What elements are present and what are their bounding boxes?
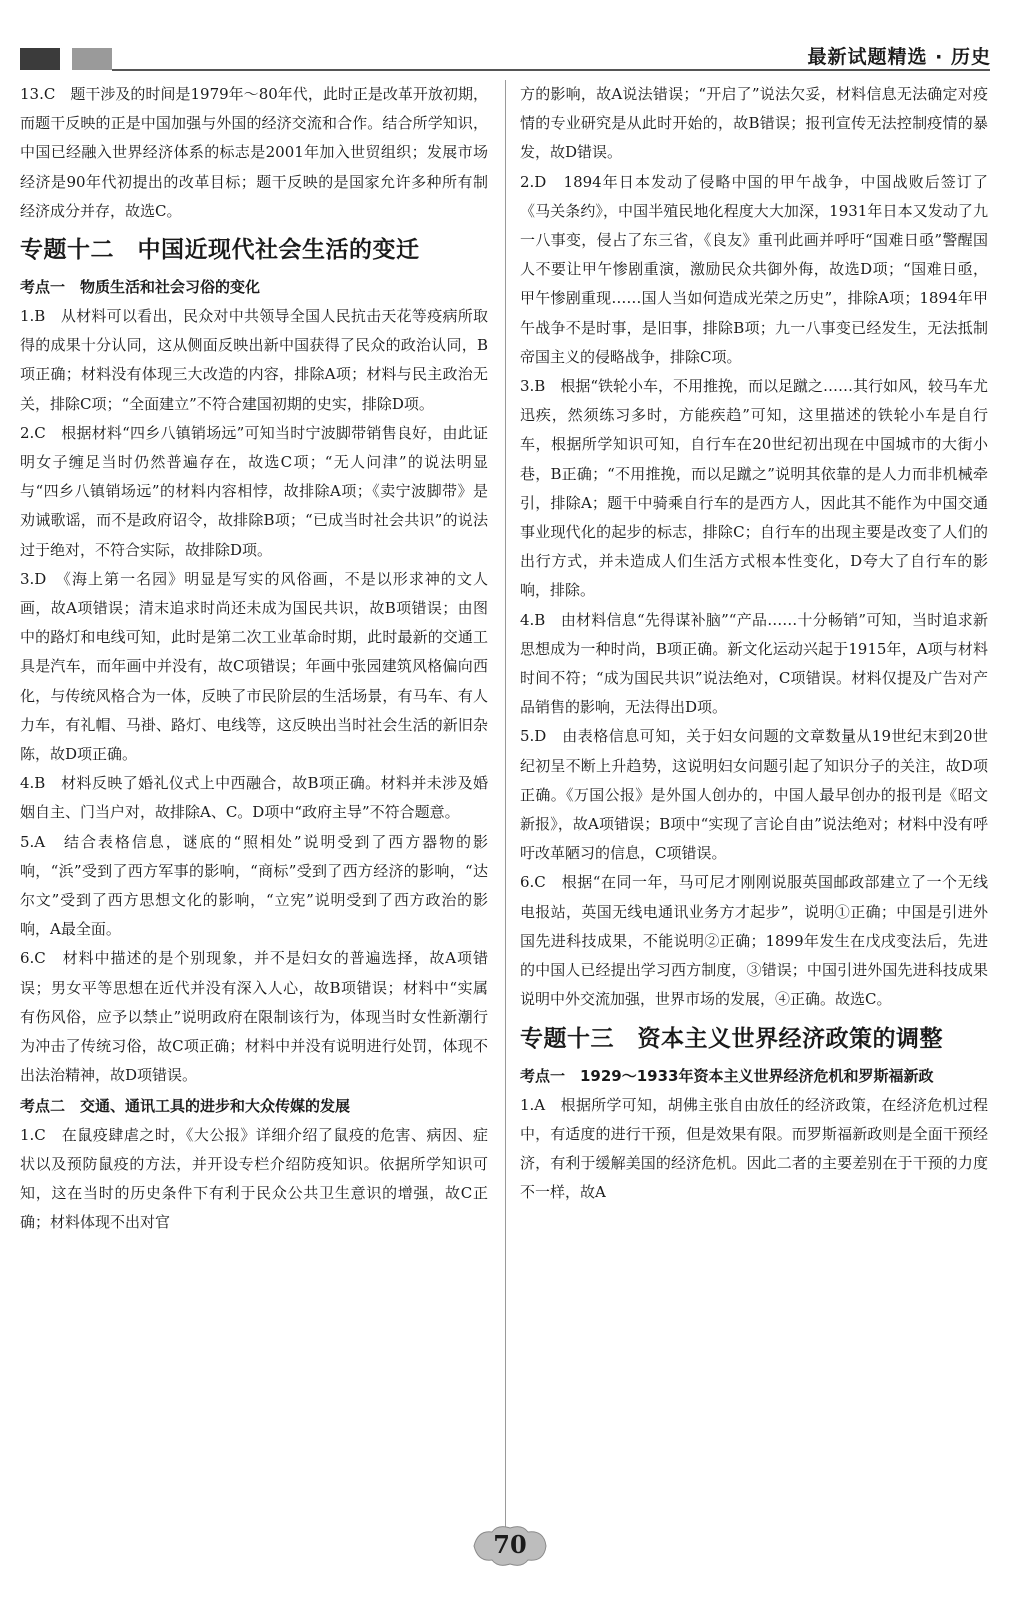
answer-c1: 1.A 根据所学可知，胡佛主张自由放任的经济政策，在经济危机过程中，有适度的进行干预，但是效果有限。而罗斯福新政则是全面干预经济，有利于缓解美国的经济危机。因此二者的主要差别在于干预的力度不一样，故A xyxy=(520,1095,988,1202)
page-header xyxy=(0,0,1031,80)
answer-b6: 6.C 根据“在同一年，马可尼才刚刚说服英国邮政部建立了一个无线电报站，英国无线电通讯业务方才起步”，说明①正确；中国是引进外国先进科技成果，不能说明②正确；1899年发生在戊戌变法后，先进的中国人已经提出学习西方制度，③错误；中国引进外国先进科技成果说明中外交流加强，世界市场的发展，④正确。故选C。 xyxy=(520,873,988,1009)
header-chevron xyxy=(60,46,72,72)
answer-b3: 3.B 根据“铁轮小车，不用推挽，而以足蹴之……其行如风，较马车尤迅疾，然须练习多时，方能疾趋”可知，这里描述的铁轮小车是自行车，根据所学知识可知，自行车在20世纪初出现在中国城市的大街小巷，B正确；“不用推挽，而以足蹴之”说明其依靠的是人力而非机械牵引，排除A；题干中骑乘自行车的是西方人，因此其不能作为中国交通事业现代化的起步的标志，排除C；自行车的出现主要是改变了人们的出行方式，并未造成人们生活方式根本性变化，D夸大了自行车的影响，排除。 xyxy=(520,377,989,600)
answer-b4: 4.B 由材料信息“先得谋补脑”“产品……十分畅销”可知，当时追求新思想成为一种时尚，B项正确。新文化运动兴起于1915年，A项与材料时间不符；“成为国民共识”说法绝对，C项错误。材料仅提及广告对产品销售的影响，无法得出D项。 xyxy=(520,610,988,717)
header-rule xyxy=(112,69,990,71)
answer-6: 6.C 材料中描述的是个别现象，并不是妇女的普遍选择，故A项错误；男女平等思想在近代并没有深入人心，故B项错误；材料中“实属有伤风俗，应予以禁止”说明政府在限制该行为，体现当时女性新潮行为冲击了传统习俗，故C项正确；材料中并没有说明进行处罚，体现不出法治精神，故D项错误。 xyxy=(20,949,488,1085)
header-title: 最新试题精选 · 历史 xyxy=(807,46,991,68)
topic-13-heading: 专题十三 资本主义世界经济政策的调整 xyxy=(520,1025,943,1052)
left-column xyxy=(20,80,488,1237)
answer-2: 2.C 根据材料“四乡八镇销场远”可知当时宁波脚带销售良好，由此证明女子缠足当时仍然普遍存在，故选C项；“无人问津”的说法明显与“四乡八镇销场远”的材料内容相悖，故排除A项；《卖宁波脚带》是劝诫歌谣，而不是政府诏令，故排除B项；“已成当时社会共识”的说法过于绝对，不符合实际，故排除D项。 xyxy=(20,423,488,559)
right-column xyxy=(520,80,988,1207)
answer-b1-start: 1.C 在鼠疫肆虐之时，《大公报》详细介绍了鼠疫的危害、病因、症状以及预防鼠疫的方法，并开设专栏介绍防疫知识。依据所学知识可知，这在当时的历史条件下有利于民众公共卫生意识的增强，故C正确；材料体现不出对官 xyxy=(20,1125,488,1232)
key-point-2-heading: 考点二 交通、通讯工具的进步和大众传媒的发展 xyxy=(20,1096,351,1115)
answer-13: 13.C 题干涉及的时间是1979年～80年代，此时正是改革开放初期，而题干反映的正是中国加强与外国的经济交流和合作。结合所学知识，中国已经融入世界经济体系的标志是2001年加入世贸组织；发展市场经济是90年代初提出的改革目标；题干反映的是国家允许多种所有制经济成分并存，故选C。 xyxy=(20,85,488,220)
page-number: 70 xyxy=(493,1530,527,1559)
page-number-badge xyxy=(468,1522,552,1570)
answer-b5: 5.D 由表格信息可知，关于妇女问题的文章数量从19世纪末到20世纪初呈不断上升趋势，这说明妇女问题引起了知识分子的关注，故D项正确。《万国公报》是外国人创办的，中国人最早创办的报刊是《昭文新报》，故A项错误；B项中“实现了言论自由”说法绝对；材料中没有呼吁改革陋习的信息，C项错误。 xyxy=(520,727,988,863)
topic-12-heading: 专题十二 中国近现代社会生活的变迁 xyxy=(20,237,420,264)
key-point-1-heading: 考点一 物质生活和社会习俗的变化 xyxy=(20,278,261,297)
header-dark-tab xyxy=(20,48,62,70)
answer-4: 4.B 材料反映了婚礼仪式上中西融合，故B项正确。材料并未涉及婚姻自主、门当户对，故排除A、C。D项中“政府主导”不符合题意。 xyxy=(20,774,488,822)
key-point-13-1-heading: 考点一 1929～1933年资本主义世界经济危机和罗斯福新政 xyxy=(520,1066,934,1085)
column-divider xyxy=(505,80,506,1530)
answer-1: 1.B 从材料可以看出，民众对中共领导全国人民抗击天花等疫病所取得的成果十分认同，这从侧面反映出新中国获得了民众的政治认同，B项正确；材料没有体现三大改造的内容，排除A项；材料与民主政治无关，排除C项；“全面建立”不符合建国初期的史实，排除D项。 xyxy=(20,307,488,413)
header-light-tab xyxy=(72,48,112,70)
answer-5: 5.A 结合表格信息，谜底的“照相处”说明受到了西方器物的影响，“浜”受到了西方军事的影响，“商标”受到了西方经济的影响，“达尔文”受到了西方思想文化的影响，“立宪”说明受到了西方政治的影响，A最全面。 xyxy=(20,832,488,939)
answer-b2: 2.D 1894年日本发动了侵略中国的甲午战争，中国战败后签订了《马关条约》，中国半殖民地化程度大大加深，1931年日本又发动了九一八事变，侵占了东三省，《良友》重刊此画并呼吁“国难日亟”警醒国人不要让甲午惨剧重演，激励民众共御外侮，故选D项；“国难日亟，甲午惨剧重现……国人当如何造成光荣之历史”，排除A项；1894年甲午战争不是时事，是旧事，排除B项；九一八事变已经发生，无法抵制帝国主义的侵略战争，排除C项。 xyxy=(520,172,988,366)
answer-b1-end: 方的影响，故A说法错误；“开启了”说法欠妥，材料信息无法确定对疫情的专业研究是从此时开始的，故B错误；报刊宣传无法控制疫情的暴发，故D错误。 xyxy=(520,85,988,162)
answer-3: 3.D 《海上第一名园》明显是写实的风俗画，不是以形求神的文人画，故A项错误；清末追求时尚还未成为国民共识，故B项错误；由图中的路灯和电线可知，此时是第二次工业革命时期，此时最新的交通工具是汽车，而年画中并没有，故C项错误；年画中张园建筑风格偏向西化，与传统风格合为一体，反映了市民阶层的生活场景，有马车、有人力车，有礼帽、马褂、路灯、电线等，这反映出当时社会生活的新旧杂陈，故D项正确。 xyxy=(20,569,488,764)
